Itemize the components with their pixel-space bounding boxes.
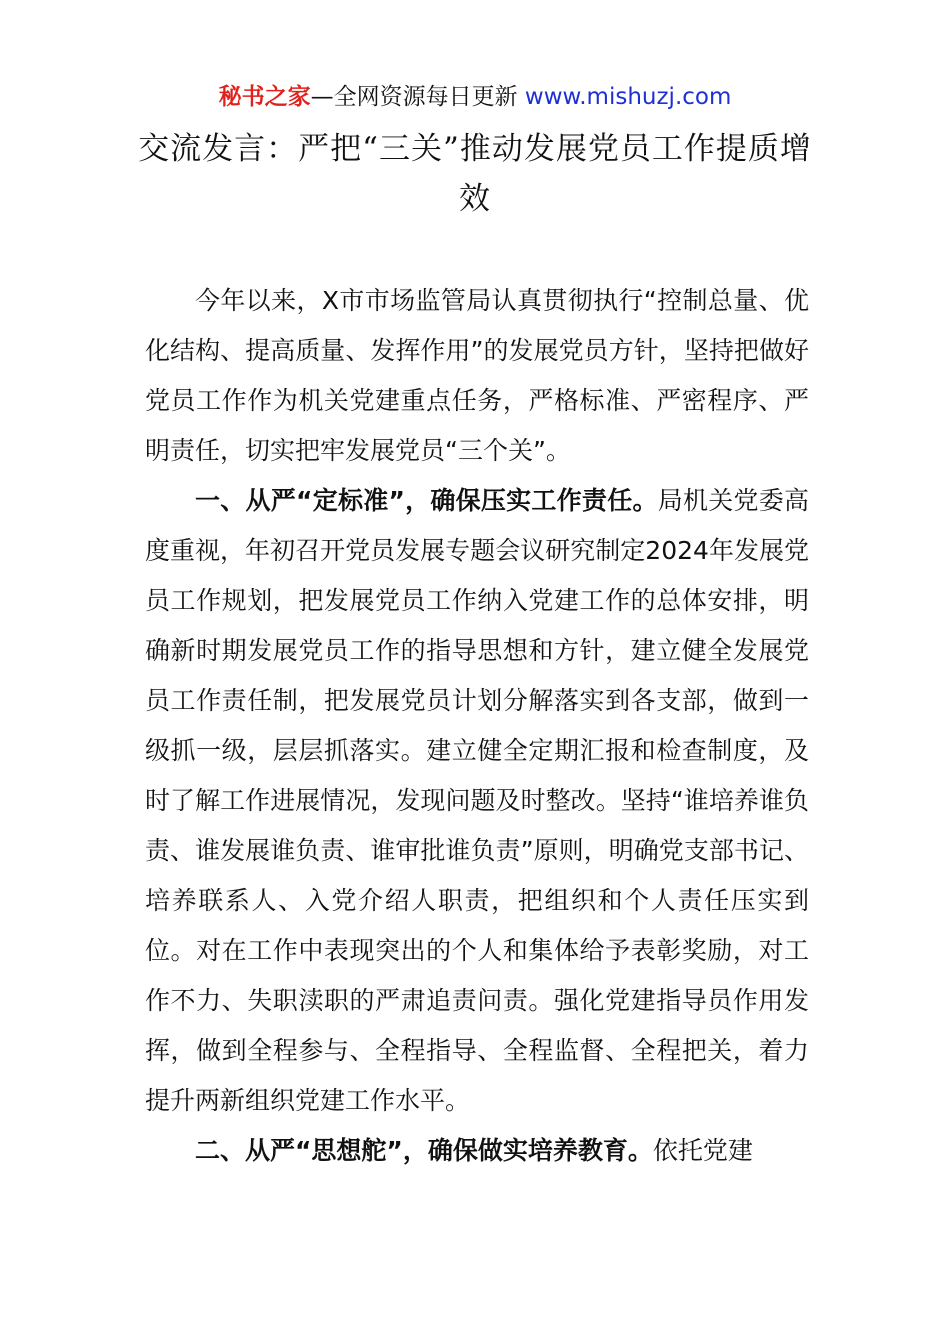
document-title: 交流发言：严把“三关”推动发展党员工作提质增效	[138, 131, 812, 217]
section-1-heading: 一、从严“定标准”，确保压实工作责任。	[195, 486, 658, 515]
section-2-text: 依托党建	[652, 1136, 753, 1165]
paragraph-section-1	[145, 476, 809, 1126]
paragraph-section-2	[145, 1126, 809, 1176]
site-banner	[0, 80, 950, 114]
banner-tagline: —全网资源每日更新	[310, 84, 525, 110]
document-body	[145, 276, 809, 1176]
paragraph-intro	[145, 276, 809, 476]
paragraph-intro-text: 今年以来，X市市场监管局认真贯彻执行“控制总量、优化结构、提高质量、发挥作用”的发展党员方针，坚持把做好党员工作作为机关党建重点任务，严格标准、严密程序、严明责任，切实把牢发展党员“三个关”。	[145, 286, 809, 465]
section-2-heading: 二、从严“思想舵”，确保做实培养教育。	[195, 1136, 653, 1165]
brand-name: 秘书之家	[218, 84, 311, 110]
section-1-text: 局机关党委高度重视，年初召开党员发展专题会议研究制定2024年发展党员工作规划，把发展党员工作纳入党建工作的总体安排，明确新时期发展党员工作的指导思想和方针，建立健全发展党员工作责任制，把发展党员计划分解落实到各支部，做到一级抓一级，层层抓落实。建立健全定期汇报和检查制度，及时了解工作进展情况，发现问题及时整改。坚持“谁培养谁负责、谁发展谁负责、谁审批谁负责”原则，明确党支部书记、培养联系人、入党介绍人职责，把组织和个人责任压实到位。对在工作中表现突出的个人和集体给予表彰奖励，对工作不力、失职渎职的严肃追责问责。强化党建指导员作用发挥，做到全程参与、全程指导、全程监督、全程把关，着力提升两新组织党建工作水平。	[145, 486, 809, 1115]
site-url-link[interactable]: www.mishuzj.com	[524, 84, 732, 110]
